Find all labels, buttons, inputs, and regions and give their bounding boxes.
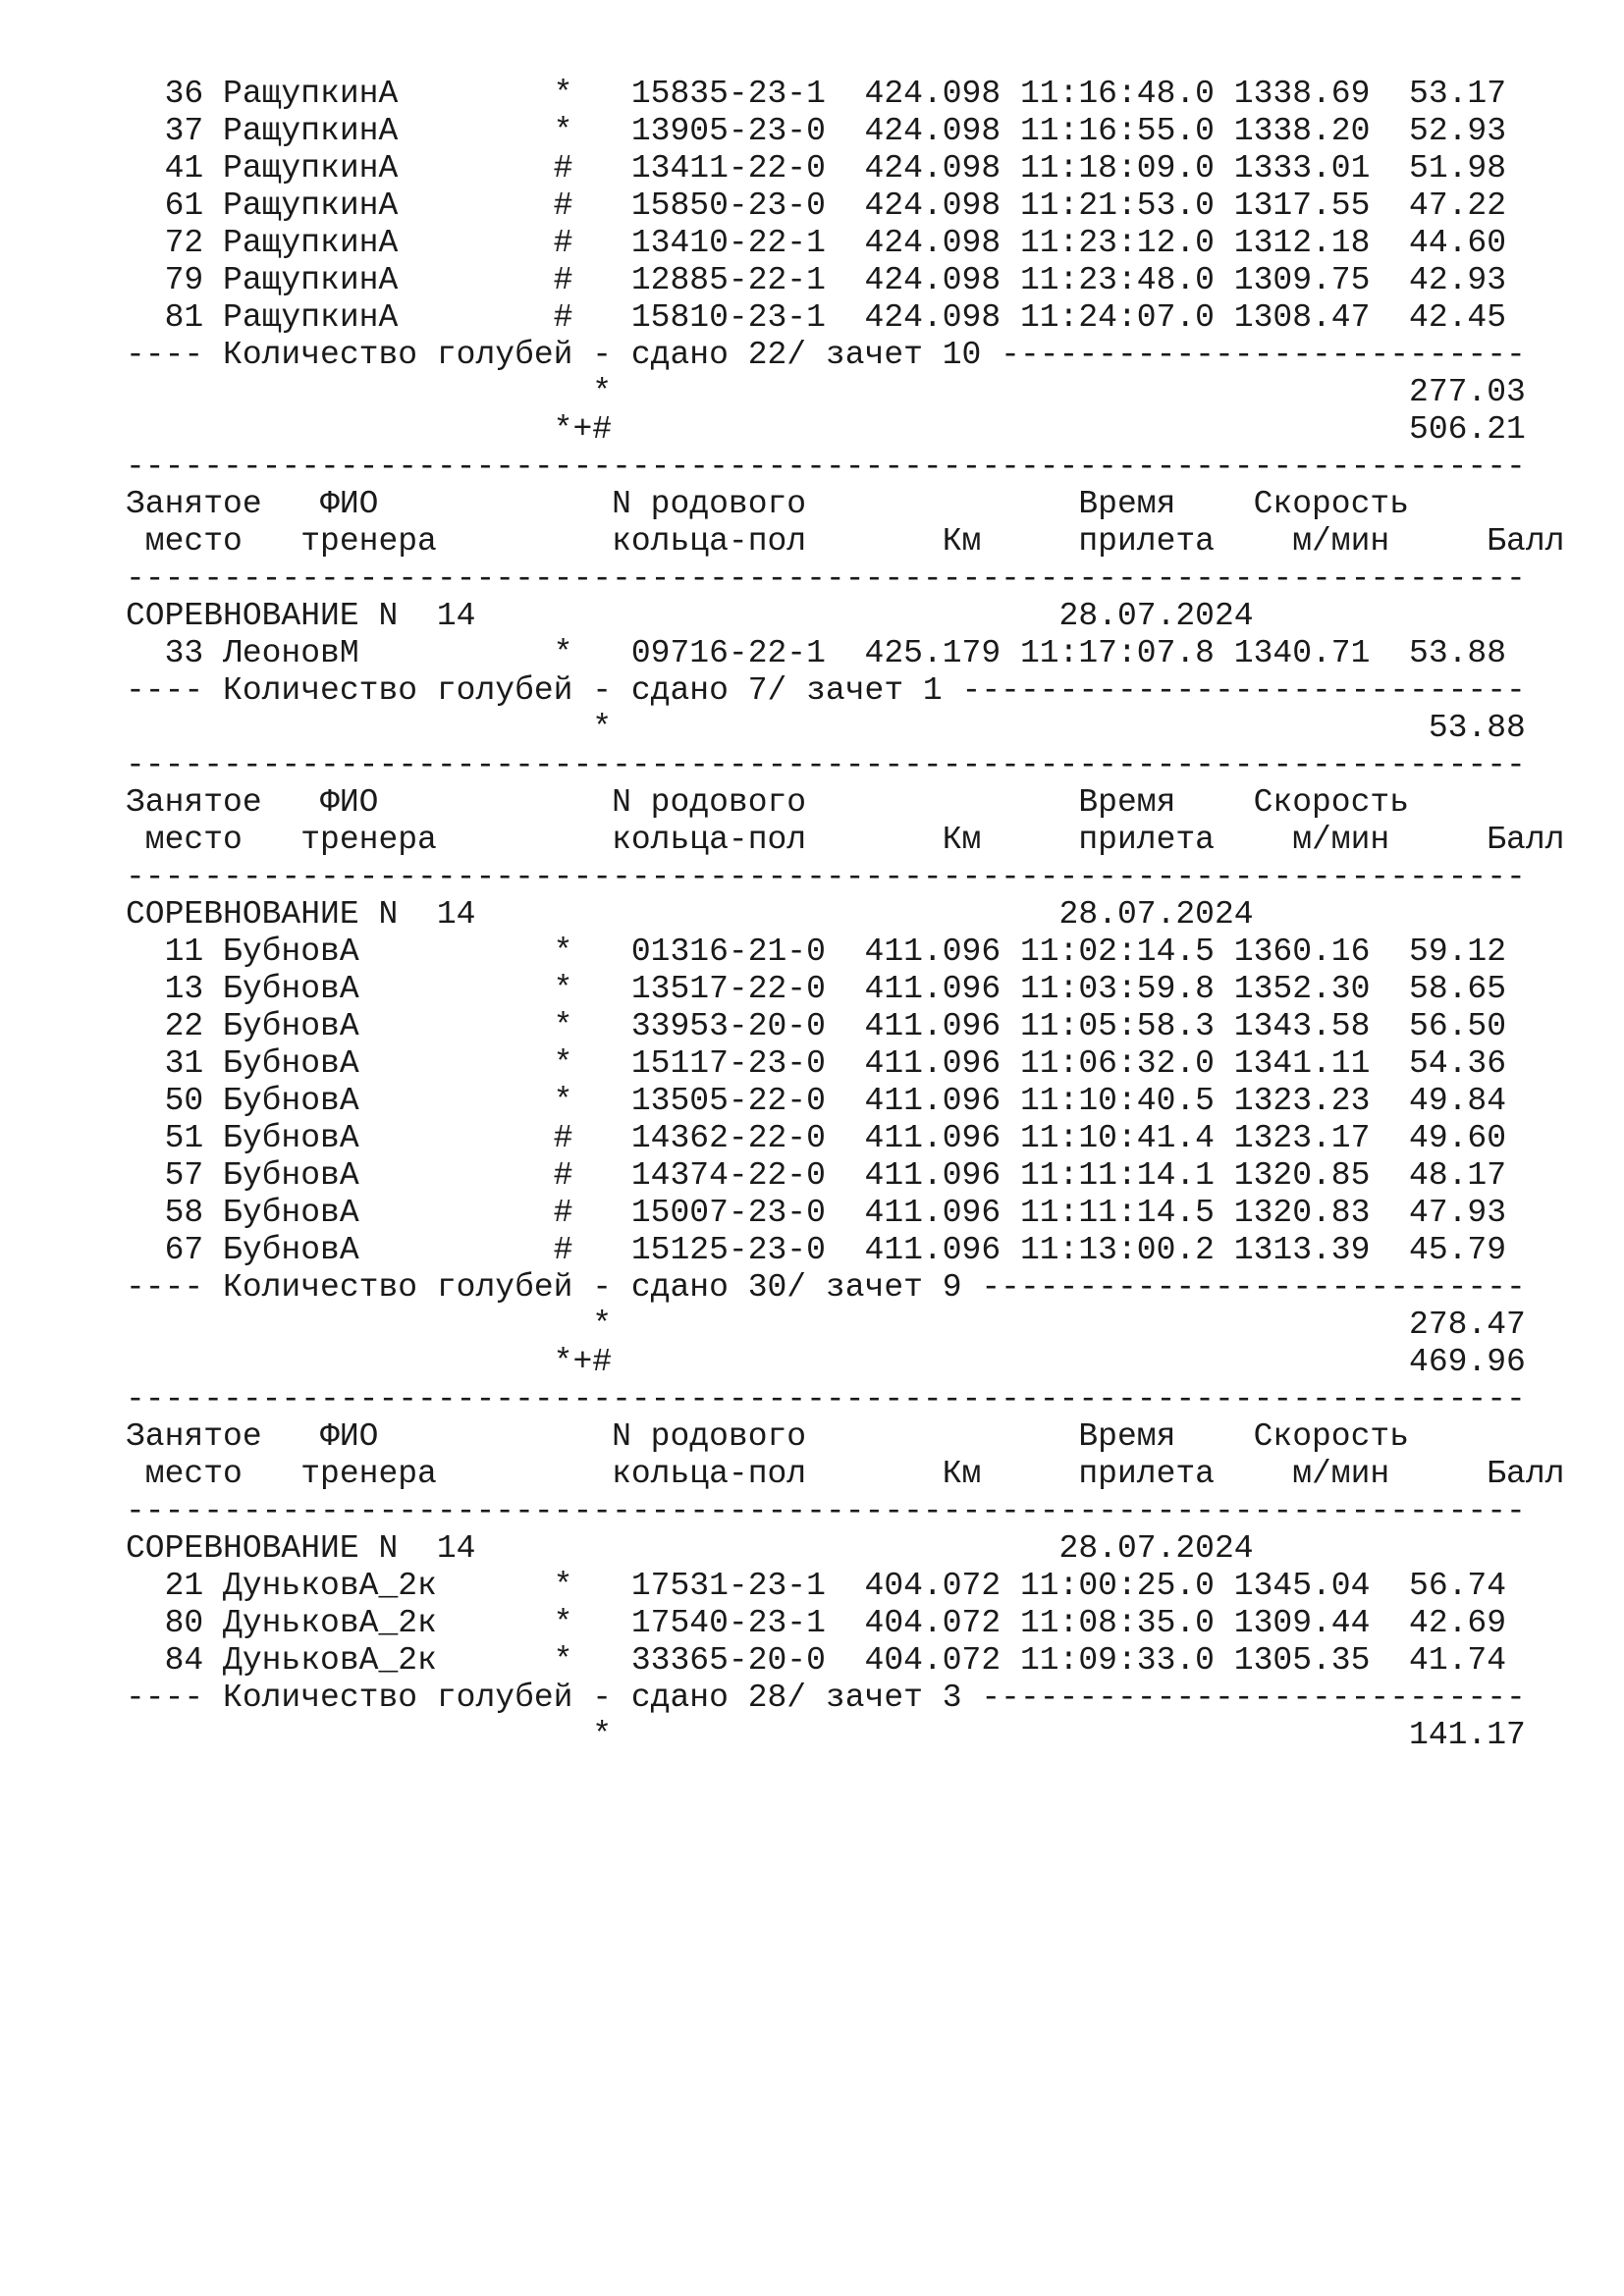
result-row: 36 РащупкинА * 15835-23-1 424.098 11:16:48.0 1338.69 53.17 xyxy=(126,76,1507,112)
subtotal-line: *+# 506.21 xyxy=(126,411,1526,448)
results-document xyxy=(126,76,1565,1754)
result-row: 80 ДуньковА_2к * 17540-23-1 404.072 11:08:35.0 1309.44 42.69 xyxy=(126,1605,1507,1641)
column-subheader-line: место тренера кольца-пол Км прилета м/мин Балл xyxy=(126,523,1565,560)
result-row: 57 БубновА # 14374-22-0 411.096 11:11:14.1 1320.85 48.17 xyxy=(126,1157,1507,1194)
subtotal-line: * 278.47 xyxy=(126,1307,1526,1343)
summary-count-line: ---- Количество голубей - сдано 28/ зачет 3 ---------------------------- xyxy=(126,1680,1526,1716)
separator-line: ------------------------------------------------------------------------ xyxy=(126,1381,1526,1417)
result-row: 37 РащупкинА * 13905-23-0 424.098 11:16:55.0 1338.20 52.93 xyxy=(126,113,1507,149)
competition-header-line: СОРЕВНОВАНИЕ N 14 28.07.2024 xyxy=(126,1530,1254,1567)
subtotal-line: * 53.88 xyxy=(126,710,1526,746)
result-row: 67 БубновА # 15125-23-0 411.096 11:13:00.2 1313.39 45.79 xyxy=(126,1232,1507,1268)
result-row: 41 РащупкинА # 13411-22-0 424.098 11:18:09.0 1333.01 51.98 xyxy=(126,150,1507,187)
result-row: 61 РащупкинА # 15850-23-0 424.098 11:21:53.0 1317.55 47.22 xyxy=(126,187,1507,224)
competition-header-line: СОРЕВНОВАНИЕ N 14 28.07.2024 xyxy=(126,896,1254,933)
result-row: 22 БубновА * 33953-20-0 411.096 11:05:58.3 1343.58 56.50 xyxy=(126,1008,1507,1044)
summary-count-line: ---- Количество голубей - сдано 7/ зачет 1 ----------------------------- xyxy=(126,672,1526,709)
separator-line: ------------------------------------------------------------------------ xyxy=(126,1493,1526,1529)
separator-line: ------------------------------------------------------------------------ xyxy=(126,449,1526,485)
result-row: 51 БубновА # 14362-22-0 411.096 11:10:41.4 1323.17 49.60 xyxy=(126,1120,1507,1156)
summary-count-line: ---- Количество голубей - сдано 30/ зачет 9 ---------------------------- xyxy=(126,1269,1526,1306)
column-header-line: Занятое ФИО N родового Время Скорость xyxy=(126,1418,1410,1455)
result-row: 21 ДуньковА_2к * 17531-23-1 404.072 11:00:25.0 1345.04 56.74 xyxy=(126,1568,1507,1604)
result-row: 13 БубновА * 13517-22-0 411.096 11:03:59.8 1352.30 58.65 xyxy=(126,971,1507,1007)
column-subheader-line: место тренера кольца-пол Км прилета м/мин Балл xyxy=(126,1456,1565,1492)
result-row: 31 БубновА * 15117-23-0 411.096 11:06:32.0 1341.11 54.36 xyxy=(126,1045,1507,1082)
result-row: 79 РащупкинА # 12885-22-1 424.098 11:23:48.0 1309.75 42.93 xyxy=(126,262,1507,298)
result-row: 33 ЛеоновМ * 09716-22-1 425.179 11:17:07.8 1340.71 53.88 xyxy=(126,635,1507,671)
subtotal-line: * 277.03 xyxy=(126,374,1526,410)
result-row: 84 ДуньковА_2к * 33365-20-0 404.072 11:09:33.0 1305.35 41.74 xyxy=(126,1642,1507,1679)
subtotal-line: *+# 469.96 xyxy=(126,1344,1526,1380)
result-row: 11 БубновА * 01316-21-0 411.096 11:02:14.5 1360.16 59.12 xyxy=(126,934,1507,970)
separator-line: ------------------------------------------------------------------------ xyxy=(126,561,1526,597)
competition-header-line: СОРЕВНОВАНИЕ N 14 28.07.2024 xyxy=(126,598,1254,634)
summary-count-line: ---- Количество голубей - сдано 22/ зачет 10 --------------------------- xyxy=(126,337,1526,373)
column-subheader-line: место тренера кольца-пол Км прилета м/мин Балл xyxy=(126,822,1565,858)
separator-line: ------------------------------------------------------------------------ xyxy=(126,747,1526,783)
result-row: 72 РащупкинА # 13410-22-1 424.098 11:23:12.0 1312.18 44.60 xyxy=(126,225,1507,261)
result-row: 50 БубновА * 13505-22-0 411.096 11:10:40.5 1323.23 49.84 xyxy=(126,1083,1507,1119)
separator-line: ------------------------------------------------------------------------ xyxy=(126,859,1526,895)
column-header-line: Занятое ФИО N родового Время Скорость xyxy=(126,784,1410,821)
result-row: 81 РащупкинА # 15810-23-1 424.098 11:24:07.0 1308.47 42.45 xyxy=(126,299,1507,336)
result-row: 58 БубновА # 15007-23-0 411.096 11:11:14.5 1320.83 47.93 xyxy=(126,1195,1507,1231)
subtotal-line: * 141.17 xyxy=(126,1717,1526,1753)
column-header-line: Занятое ФИО N родового Время Скорость xyxy=(126,486,1410,522)
